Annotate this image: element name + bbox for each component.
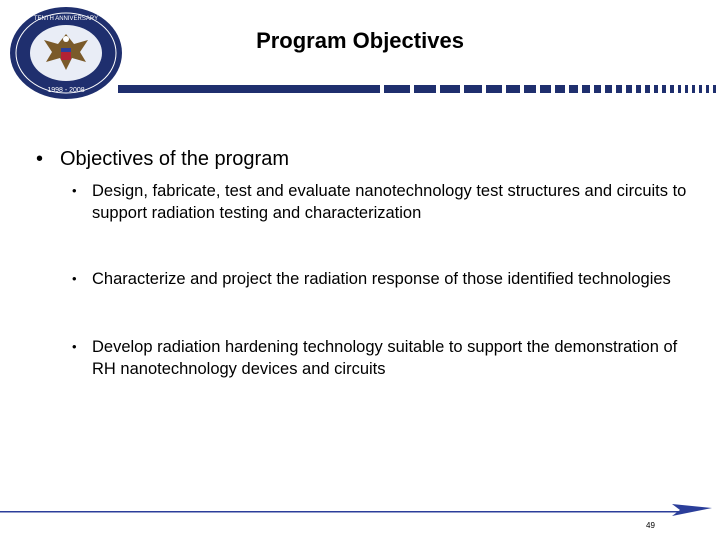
- bullet-icon: •: [72, 183, 77, 198]
- footer-arrow-line: [0, 500, 720, 530]
- sub-bullet-text: Develop radiation hardening technology suitable to support the demonstration of RH nanotechnology devices and circuits: [92, 338, 678, 378]
- svg-text:TENTH ANNIVERSARY: TENTH ANNIVERSARY: [33, 16, 99, 22]
- bullet-icon: •: [72, 339, 77, 354]
- svg-text:1998 - 2008: 1998 - 2008: [47, 87, 85, 94]
- bullet-icon: •: [72, 271, 77, 286]
- agency-seal-icon: [6, 4, 126, 102]
- bullet-icon: •: [36, 148, 44, 170]
- sub-bullet: [72, 268, 692, 290]
- sub-bullet-text: Characterize and project the radiation response of those identified technologies: [92, 270, 671, 288]
- slide-title: Program Objectives: [256, 28, 464, 53]
- header-decorative-bar: [118, 82, 720, 96]
- sub-bullet: [72, 336, 692, 380]
- page-number: 49: [646, 521, 655, 530]
- sub-bullet-text: Design, fabricate, test and evaluate nanotechnology test structures and circuits to support radiation testing and characterization: [92, 182, 687, 222]
- sub-bullet: [72, 180, 692, 224]
- main-bullet: [36, 148, 289, 171]
- main-bullet-text: Objectives of the program: [60, 148, 289, 170]
